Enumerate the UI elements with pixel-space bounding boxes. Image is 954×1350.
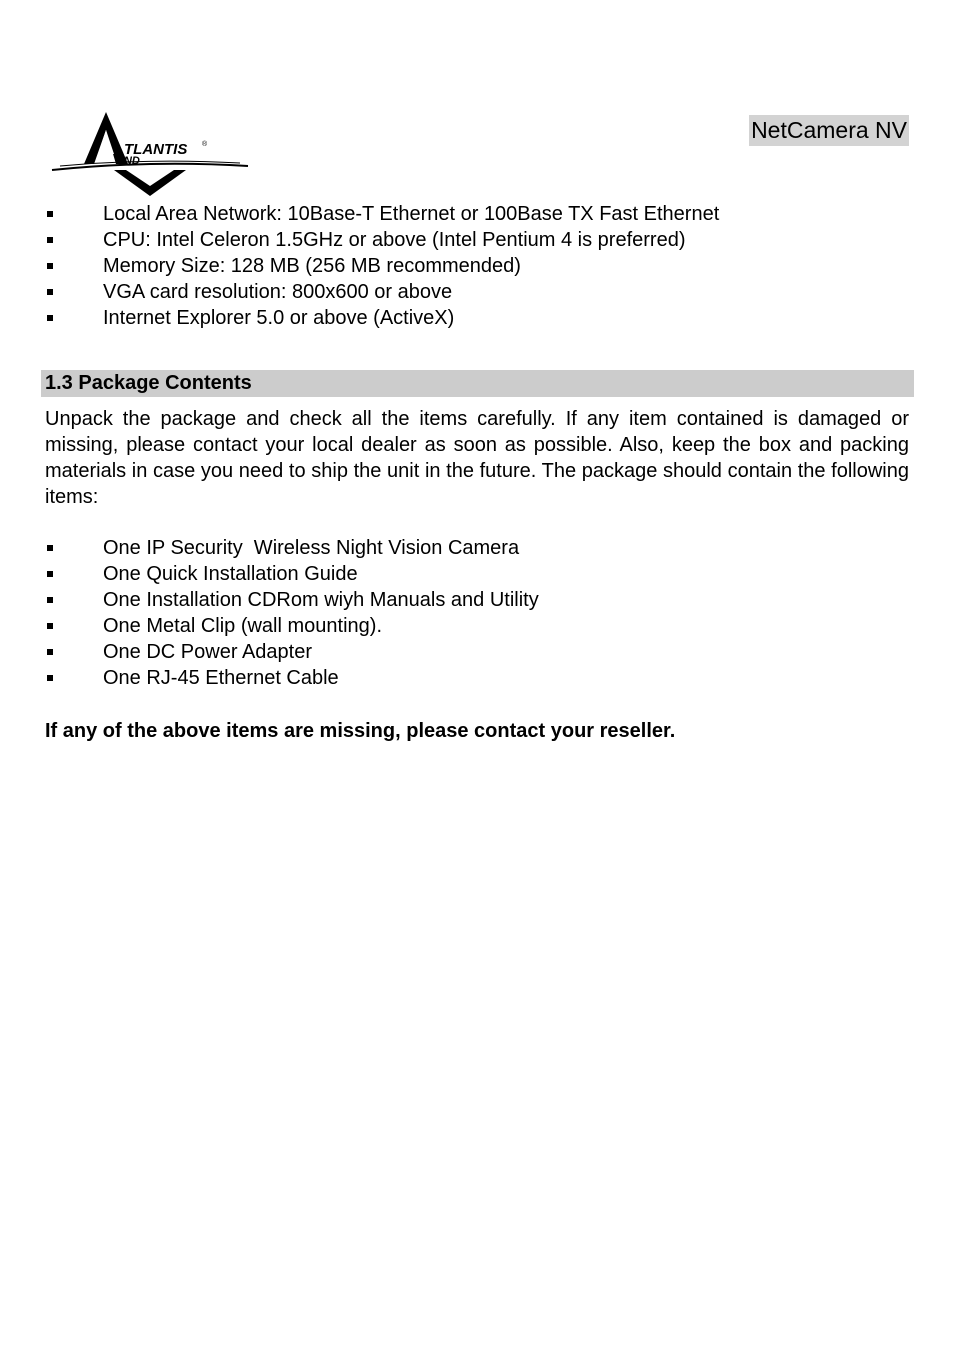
- svg-text:AND: AND: [116, 155, 140, 167]
- list-item: CPU: Intel Celeron 1.5GHz or above (Intel Pentium 4 is preferred): [45, 227, 915, 253]
- svg-text:TLANTIS: TLANTIS: [124, 141, 188, 158]
- bullet-square-icon: [47, 315, 53, 321]
- bullet-square-icon: [47, 545, 53, 551]
- list-item: Internet Explorer 5.0 or above (ActiveX): [45, 305, 915, 331]
- product-name: NetCamera NV: [749, 115, 909, 146]
- list-item: Memory Size: 128 MB (256 MB recommended): [45, 253, 915, 279]
- bullet-square-icon: [47, 237, 53, 243]
- package-contents-list: [45, 535, 915, 691]
- section-heading: 1.3 Package Contents: [41, 370, 914, 397]
- list-item: One Installation CDRom wiyh Manuals and Utility: [45, 587, 915, 613]
- list-item: One DC Power Adapter: [45, 639, 915, 665]
- bullet-square-icon: [47, 263, 53, 269]
- bullet-square-icon: [47, 211, 53, 217]
- list-item: One IP Security Wireless Night Vision Camera: [45, 535, 915, 561]
- list-item: One RJ-45 Ethernet Cable: [45, 665, 915, 691]
- list-item: One Metal Clip (wall mounting).: [45, 613, 915, 639]
- missing-items-notice: If any of the above items are missing, please contact your reseller.: [45, 720, 676, 742]
- bullet-square-icon: [47, 597, 53, 603]
- section-intro-paragraph: Unpack the package and check all the items carefully. If any item contained is damaged or missing, please contact your local dealer as soon as possible. Also, keep the box and packing materials in case you need to ship the unit in the future. The package should contain the following items:: [45, 408, 909, 508]
- atlantis-land-logo: [50, 108, 250, 198]
- requirements-list: [45, 201, 915, 331]
- svg-text:®: ®: [202, 141, 208, 148]
- bullet-square-icon: [47, 649, 53, 655]
- list-item: Local Area Network: 10Base-T Ethernet or 100Base TX Fast Ethernet: [45, 201, 915, 227]
- list-item: VGA card resolution: 800x600 or above: [45, 279, 915, 305]
- bullet-square-icon: [47, 571, 53, 577]
- list-item: One Quick Installation Guide: [45, 561, 915, 587]
- bullet-square-icon: [47, 675, 53, 681]
- bullet-square-icon: [47, 623, 53, 629]
- bullet-square-icon: [47, 289, 53, 295]
